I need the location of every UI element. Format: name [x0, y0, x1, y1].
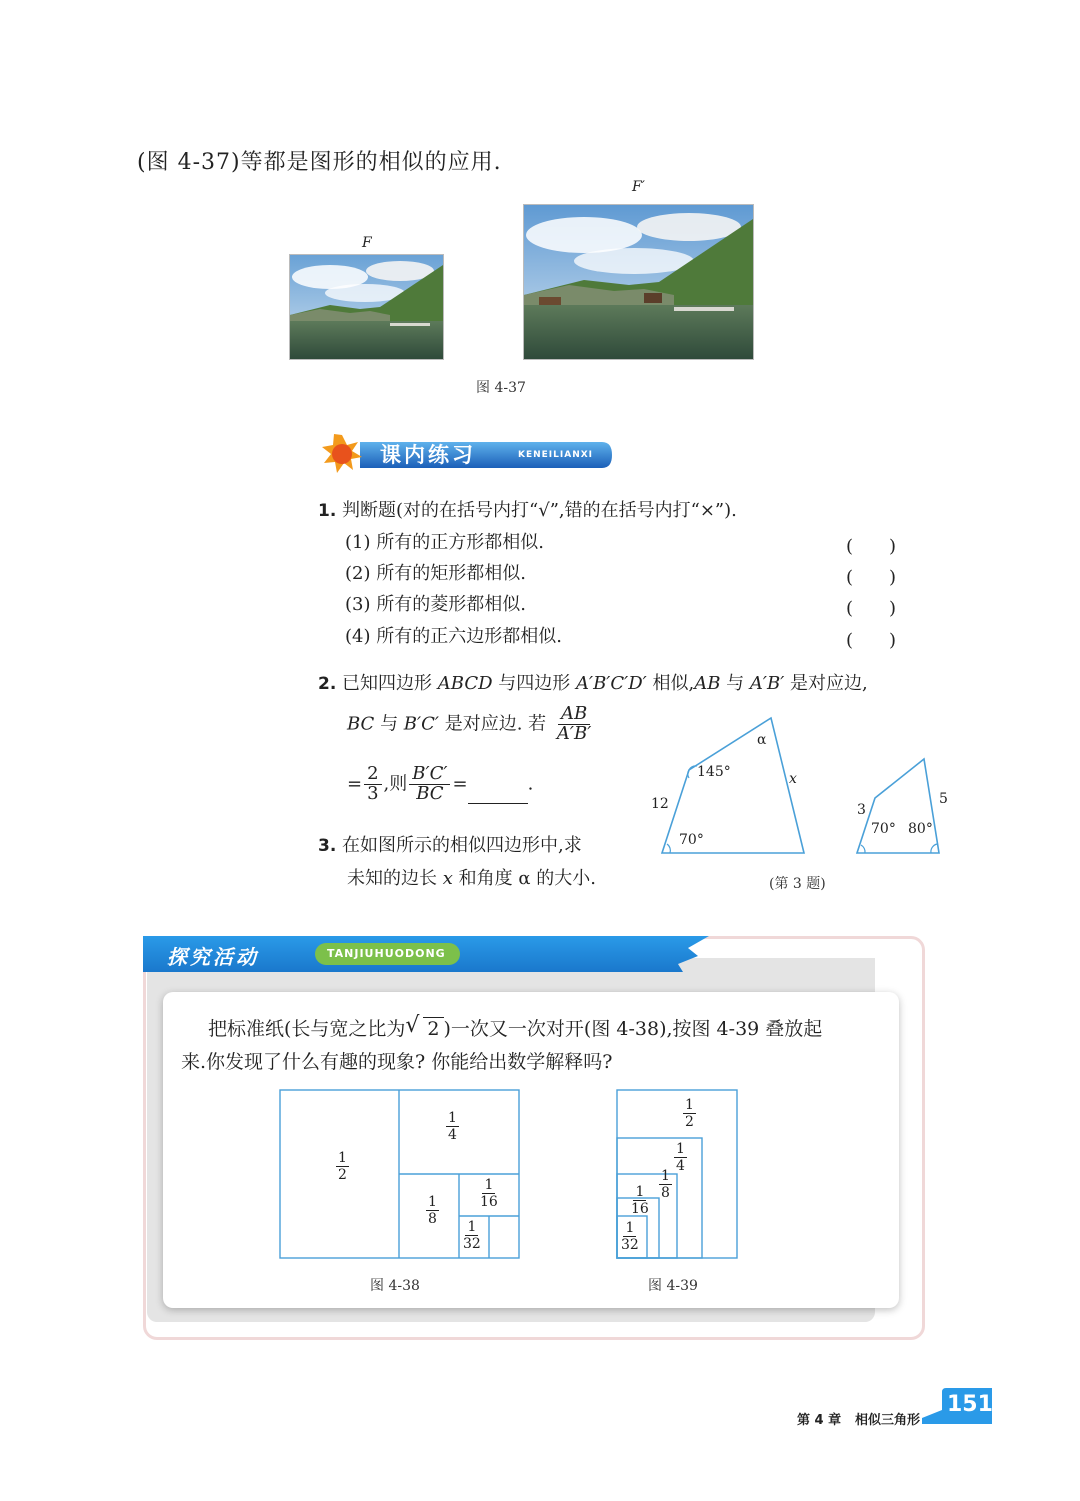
side-12-label: 12	[651, 796, 669, 812]
angle-alpha-label: α	[757, 732, 767, 748]
q2-text-g: 是对应边. 若	[438, 713, 552, 735]
fig438-half-den: 2	[338, 1167, 347, 1184]
q2-period: .	[527, 773, 534, 795]
exercise-header-pinyin: KENEILIANXI	[518, 450, 594, 460]
landscape-photo-small	[289, 254, 444, 360]
q2-ab-prime: A′B′	[749, 673, 785, 694]
q1-item-2-num: (2)	[345, 563, 371, 584]
q1-item-2	[345, 563, 526, 585]
large-quad-bottom-arc	[667, 844, 670, 853]
side-x-label: x	[789, 771, 797, 787]
sqrt-two	[405, 1013, 443, 1046]
activity-line-2: 来.你发现了什么有趣的现象? 你能给出数学解释吗?	[181, 1051, 613, 1073]
q2-bc: BC	[347, 713, 375, 735]
fig438-sixteenth-den: 16	[480, 1194, 498, 1211]
q2-equals-1: =	[347, 773, 363, 795]
q1-item-1	[345, 532, 544, 554]
question-3-line-1	[318, 835, 582, 857]
fig438-fraction-sixteenth	[480, 1177, 498, 1210]
q2-fraction-bc	[409, 765, 450, 804]
footer-chapter: 第 4 章	[797, 1413, 842, 1428]
q1-item-2-answer[interactable]: ( )	[846, 567, 897, 588]
q2-text-b: 与四边形	[492, 673, 576, 694]
q2-bc-prime: B′C′	[403, 713, 439, 735]
question-3-number: 3.	[318, 836, 337, 856]
landscape-photo-large	[523, 204, 754, 360]
q1-item-2-text: 所有的矩形都相似.	[376, 563, 526, 584]
q2-answer-blank[interactable]	[468, 785, 528, 804]
page-number: 151	[947, 1392, 993, 1417]
angle-145-label: 145°	[697, 764, 731, 780]
fig438-quarter-num: 1	[448, 1110, 457, 1126]
fig439-thirtysecond-den: 32	[621, 1237, 639, 1254]
q1-item-4-answer[interactable]: ( )	[846, 630, 897, 651]
fig438-eighth-den: 8	[428, 1211, 437, 1228]
q2-text-c: 相似,	[646, 673, 695, 694]
q1-item-1-answer[interactable]: ( )	[846, 536, 897, 557]
q2-frac3-den: BC	[416, 782, 444, 804]
fig439-fraction-eighth	[659, 1168, 672, 1201]
q2-equals-2: =	[452, 773, 468, 795]
q1-item-1-num: (1)	[345, 532, 371, 553]
question-1-stem	[318, 500, 737, 522]
activity-header-title: 探究活动	[167, 945, 259, 969]
fig438-quarter-den: 4	[448, 1127, 457, 1144]
question-1-text: 判断题(对的在括号内打“√”,错的在括号内打“×”).	[342, 500, 737, 521]
landscape-image-large	[524, 205, 753, 359]
q2-frac1-den: A′B′	[556, 722, 592, 744]
q2-then: ,则	[383, 773, 408, 795]
q2-ab: AB	[694, 673, 721, 694]
figure-label-f-prime: F′	[632, 179, 645, 195]
fig438-eighth-num: 1	[428, 1194, 437, 1210]
q2-frac2-num: 2	[364, 765, 381, 785]
fig438-thirtysecond-den: 32	[463, 1236, 481, 1253]
question-2-line-1	[318, 673, 868, 695]
fig439-fraction-quarter	[674, 1141, 687, 1174]
fig438-sixteenth-num: 1	[484, 1177, 494, 1193]
fig439-thirtysecond-num: 1	[625, 1220, 635, 1236]
fig439-quarter-num: 1	[676, 1141, 685, 1157]
angle-80-label: 80°	[908, 821, 933, 837]
exercise-header-title: 课内练习	[380, 443, 476, 467]
fig439-fraction-thirtysecond	[621, 1220, 639, 1253]
question-1-number: 1.	[318, 501, 337, 521]
q3-text-1: 在如图所示的相似四边形中,求	[342, 835, 582, 856]
figure-438-caption: 图 4-38	[370, 1278, 420, 1294]
q2-fraction-ab	[554, 705, 594, 744]
footer-chapter-title: 相似三角形	[855, 1413, 921, 1428]
activity-line-1	[208, 1013, 822, 1046]
fig439-fraction-half	[683, 1097, 696, 1130]
q2-text-a: 已知四边形	[342, 673, 438, 694]
q1-item-3	[345, 594, 526, 616]
fig438-fraction-thirtysecond	[463, 1219, 481, 1252]
small-quad-right-arc	[931, 844, 937, 853]
q2-frac3-num: B′C′	[409, 765, 450, 785]
q1-item-3-num: (3)	[345, 594, 371, 615]
fig439-half-num: 1	[685, 1097, 694, 1113]
side-5-label: 5	[939, 791, 948, 807]
fig439-half-den: 2	[685, 1114, 694, 1131]
angle-70-left-label: 70°	[679, 832, 704, 848]
q3-text-2b: 和角度 α 的大小.	[452, 868, 596, 889]
figure-438-diagram	[279, 1089, 521, 1261]
q2-abcd: ABCD	[437, 673, 493, 694]
fig439-sixteenth-num: 1	[635, 1184, 645, 1200]
activity-header-pinyin: TANJIUHUODONG	[327, 947, 446, 960]
q2-frac2-den: 3	[367, 782, 379, 804]
fig439-eighth-num: 1	[661, 1168, 670, 1184]
question-2-line-3	[347, 765, 533, 804]
angle-70-right-label: 70°	[871, 821, 896, 837]
fig438-fraction-quarter	[446, 1110, 459, 1143]
q1-item-4-num: (4)	[345, 626, 371, 647]
fig439-eighth-den: 8	[661, 1185, 670, 1202]
intro-text: (图 4-37)等都是图形的相似的应用.	[137, 150, 502, 175]
figure-label-f: F	[362, 235, 372, 251]
q1-item-3-text: 所有的菱形都相似.	[376, 594, 526, 615]
side-3-label: 3	[857, 802, 866, 818]
fig439-fraction-sixteenth	[631, 1184, 649, 1217]
q1-item-1-text: 所有的正方形都相似.	[376, 532, 544, 553]
exercise-header-banner	[320, 433, 614, 477]
small-quadrilateral	[857, 759, 939, 853]
q1-item-4-text: 所有的正六边形都相似.	[376, 626, 562, 647]
question-2-number: 2.	[318, 674, 337, 694]
q2-abcd-prime: A′B′C′D′	[575, 673, 647, 694]
q2-text-d: 与	[720, 673, 750, 694]
sqrt-symbol: √	[405, 1013, 420, 1038]
q2-fraction-two-thirds	[364, 765, 381, 804]
activity-header-banner	[143, 936, 709, 972]
activity-text-1b: )一次又一次对开(图 4-38),按图 4-39 叠放起	[443, 1018, 823, 1040]
question-3-line-2	[347, 868, 596, 890]
small-quad-left-arc	[861, 845, 865, 853]
q1-item-4	[345, 626, 562, 648]
q3-x: x	[442, 868, 453, 889]
fig438-half-num: 1	[338, 1150, 347, 1166]
question-2-line-2	[347, 705, 596, 744]
activity-text-1a: 把标准纸(长与宽之比为	[208, 1018, 406, 1040]
q2-frac1-num: AB	[558, 705, 590, 725]
fig438-fraction-eighth	[426, 1194, 439, 1227]
q1-item-3-answer[interactable]: ( )	[846, 598, 897, 619]
figure-439-caption: 图 4-39	[648, 1278, 698, 1294]
fig439-sixteenth-den: 16	[631, 1201, 649, 1218]
q2-text-e: 是对应边,	[784, 673, 868, 694]
fig439-quarter-den: 4	[676, 1158, 685, 1175]
fig438-fraction-half	[336, 1150, 349, 1183]
q2-text-f: 与	[374, 713, 404, 735]
landscape-image-small	[290, 255, 443, 359]
figure-437-caption: 图 4-37	[476, 380, 526, 396]
fig438-thirtysecond-num: 1	[467, 1219, 477, 1235]
q3-text-2a: 未知的边长	[347, 868, 443, 889]
sqrt-radicand: 2	[423, 1017, 443, 1040]
question-3-caption: (第 3 题)	[769, 876, 826, 892]
